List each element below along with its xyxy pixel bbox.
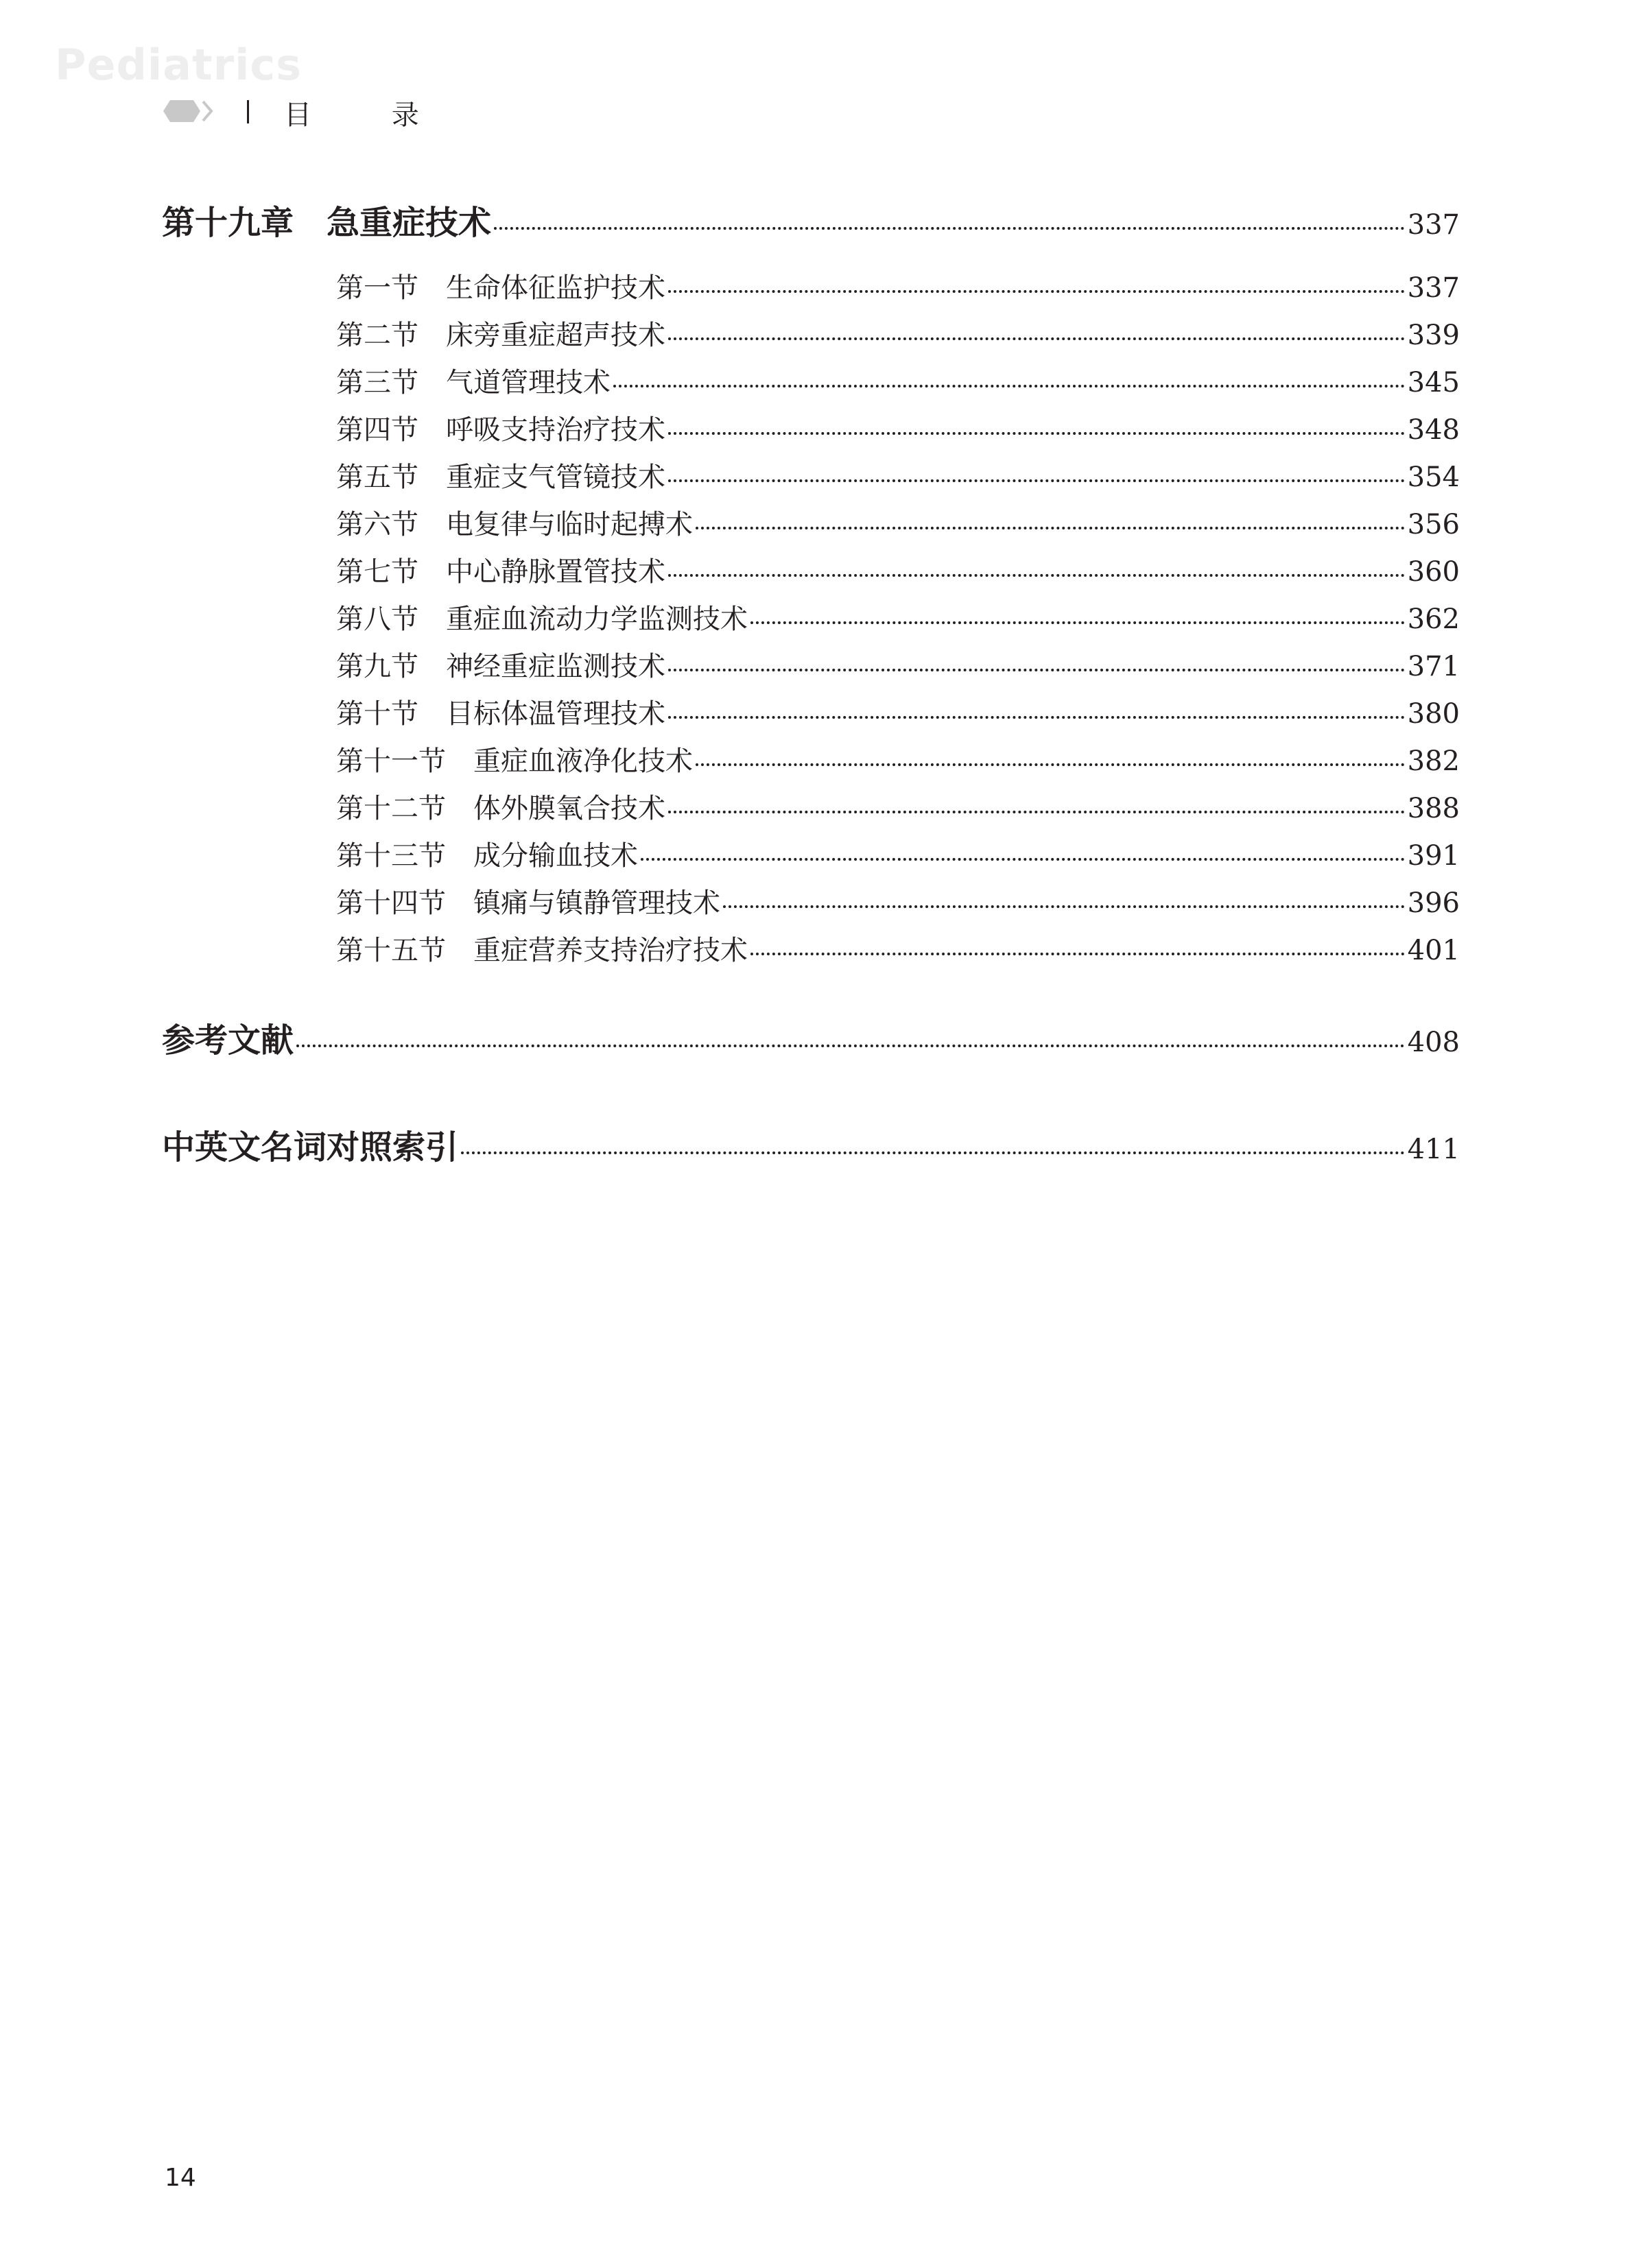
toc-section-entry[interactable] [336,361,1460,400]
toc-entry-label: 第十三节 成分输血技术 [336,840,638,872]
toc-entry-label: 第十一节 重症血液净化技术 [336,745,693,777]
dot-leader [641,858,1405,861]
toc-entry-label: 第三节 气道管理技术 [336,367,611,398]
toc-section-entry[interactable] [336,881,1460,920]
toc-entry-label: 第九节 神经重症监测技术 [336,651,665,682]
toc-entry-label: 第十九章 急重症技术 [162,204,492,242]
toc-chapter-entry[interactable] [162,196,1460,243]
dot-leader [296,1045,1405,1047]
dot-leader [668,574,1405,577]
toc-section-entry[interactable] [336,408,1460,447]
toc-entry-page: 388 [1407,793,1460,824]
toc-entry-label: 第十节 目标体温管理技术 [336,698,665,730]
toc-entry-label: 第二节 床旁重症超声技术 [336,320,665,351]
dot-leader [613,385,1405,387]
dot-leader [668,290,1405,293]
toc-entry-page: 401 [1407,935,1460,966]
toc-entry-page: 360 [1407,556,1460,588]
toc-index-entry[interactable] [162,1121,1460,1168]
dot-leader [723,905,1405,908]
toc-entry-label: 第六节 电复律与临时起搏术 [336,509,693,540]
toc-section-entry[interactable] [336,313,1460,353]
toc-entry-label: 第五节 重症支气管镜技术 [336,462,665,493]
toc-entry-label: 参考文献 [162,1021,294,1060]
toc-entry-page: 391 [1407,840,1460,872]
toc-section-entry[interactable] [336,455,1460,494]
toc-entry-label: 第一节 生命体征监护技术 [336,272,665,304]
dot-leader [750,953,1405,955]
toc-entry-page: 356 [1407,509,1460,540]
toc-section-entry[interactable] [336,266,1460,305]
toc-section-entry[interactable] [336,929,1460,968]
toc-entry-page: 408 [1407,1027,1460,1058]
toc-entry-page: 362 [1407,604,1460,635]
toc-section-entry[interactable] [336,550,1460,589]
dot-leader [668,479,1405,482]
toc-section-entry[interactable] [336,834,1460,873]
header-watermark: Pediatrics [55,40,303,90]
dot-leader [668,669,1405,671]
toc-section-entry[interactable] [336,645,1460,684]
toc-section-entry[interactable] [336,787,1460,826]
dot-leader [494,227,1405,230]
toc-entry-label: 第十四节 镇痛与镇静管理技术 [336,887,720,919]
header-separator [247,100,249,123]
toc-entry-page: 354 [1407,462,1460,493]
toc-entry-label: 第四节 呼吸支持治疗技术 [336,414,665,446]
toc-entry-page: 348 [1407,414,1460,446]
toc-section-entry[interactable] [336,503,1460,542]
dot-leader [668,432,1405,435]
toc-entry-page: 345 [1407,367,1460,398]
toc-entry-label: 第八节 重症血流动力学监测技术 [336,604,748,635]
toc-entry-page: 371 [1407,651,1460,682]
toc-entry-page: 339 [1407,320,1460,351]
toc-entry-page: 396 [1407,887,1460,919]
page-number: 14 [165,2164,196,2192]
dot-leader [696,763,1405,766]
toc-entry-label: 中英文名词对照索引 [162,1128,459,1167]
toc-entry-label: 第七节 中心静脉置管技术 [336,556,665,588]
toc-entry-page: 411 [1407,1134,1460,1165]
dot-leader [668,716,1405,719]
dot-leader [668,337,1405,340]
hexagon-chevron-icon [159,96,214,126]
dot-leader [696,527,1405,529]
page-title: 目 录 [284,99,455,131]
toc-entry-page: 380 [1407,698,1460,730]
dot-leader [750,621,1405,624]
toc-section-entry[interactable] [336,597,1460,636]
toc-section-entry[interactable] [336,739,1460,778]
dot-leader [461,1151,1405,1154]
toc-entry-label: 第十二节 体外膜氧合技术 [336,793,665,824]
toc-entry-page: 337 [1407,209,1460,241]
toc-references-entry[interactable] [162,1014,1460,1061]
toc-entry-label: 第十五节 重症营养支持治疗技术 [336,935,748,966]
toc-section-entry[interactable] [336,692,1460,731]
toc-entry-page: 337 [1407,272,1460,304]
dot-leader [668,811,1405,813]
toc-entry-page: 382 [1407,745,1460,777]
